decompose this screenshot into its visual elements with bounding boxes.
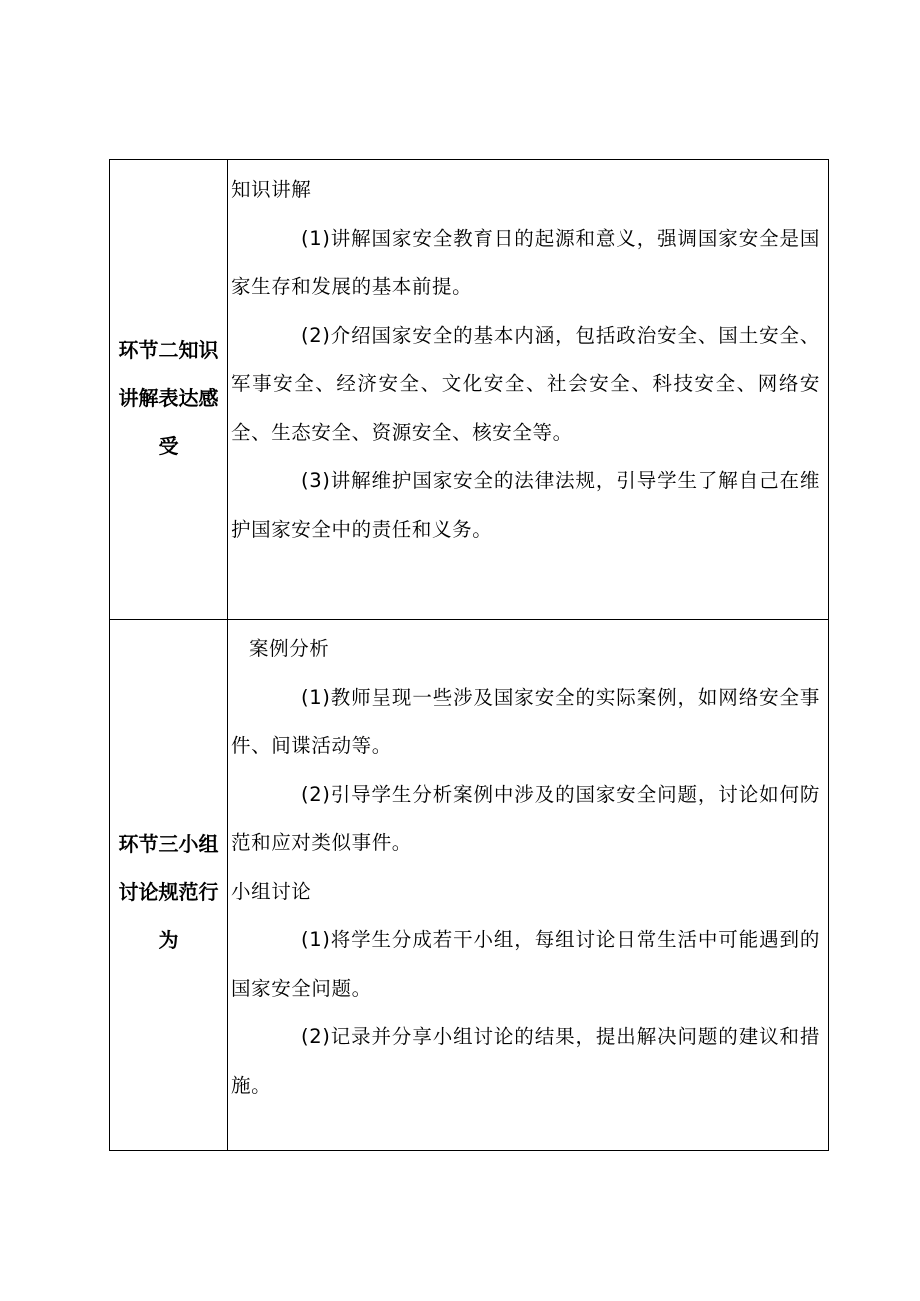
paragraph: (3)讲解维护国家安全的法律法规，引导学生了解自己在维护国家安全中的责任和义务。	[231, 469, 820, 541]
section-label: 环节二知识讲解表达感受	[118, 338, 219, 458]
section-heading: 案例分析	[249, 637, 330, 660]
subsection-heading: 小组讨论	[231, 879, 312, 903]
paragraph: (2)介绍国家安全的基本内涵，包括政治安全、国土安全、军事安全、经济安全、文化安全、社会安全、科技安全、网络安全、生态安全、资源安全、核安全等。	[231, 323, 820, 444]
lesson-plan-table	[109, 159, 829, 1151]
section-content-cell	[228, 160, 829, 620]
table-row	[110, 160, 829, 620]
section-content-cell	[228, 620, 829, 1151]
paragraph: (2)引导学生分析案例中涉及的国家安全问题，讨论如何防范和应对类似事件。	[231, 782, 820, 854]
table-row	[110, 620, 829, 1151]
section-label: 环节三小组讨论规范行为	[118, 832, 219, 952]
section-label-cell	[110, 620, 228, 1151]
paragraph: (1)讲解国家安全教育日的起源和意义，强调国家安全是国家生存和发展的基本前提。	[231, 226, 820, 298]
paragraph: (1)教师呈现一些涉及国家安全的实际案例，如网络安全事件、间谍活动等。	[231, 685, 820, 757]
section-label-cell	[110, 160, 228, 620]
section-heading: 知识讲解	[231, 178, 312, 201]
paragraph: (2)记录并分享小组讨论的结果，提出解决问题的建议和措施。	[231, 1025, 820, 1097]
paragraph: (1)将学生分成若干小组，每组讨论日常生活中可能遇到的国家安全问题。	[231, 928, 820, 1000]
